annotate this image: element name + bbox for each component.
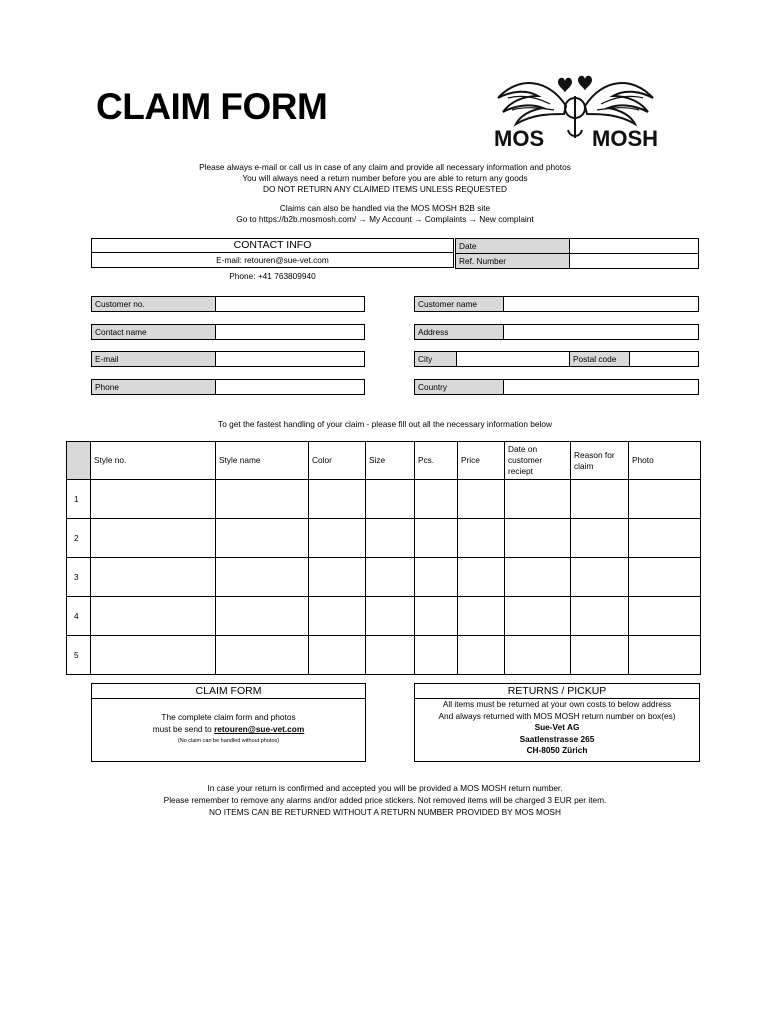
table-cell[interactable] bbox=[309, 558, 366, 597]
table-row bbox=[67, 480, 701, 519]
table-cell[interactable] bbox=[415, 597, 458, 636]
claim-email-link[interactable]: retouren@sue-vet.com bbox=[214, 724, 305, 734]
date-label: Date bbox=[455, 238, 570, 254]
table-cell[interactable] bbox=[505, 519, 571, 558]
city-field[interactable] bbox=[456, 351, 570, 367]
claim-box-line-2 bbox=[92, 723, 365, 735]
country-field[interactable] bbox=[503, 379, 699, 395]
table-cell[interactable] bbox=[571, 597, 629, 636]
footer-line-1: In case your return is confirmed and accepted you will be provided a MOS MOSH return number. bbox=[207, 783, 563, 793]
table-header-style-name: Style name bbox=[216, 442, 309, 480]
table-header-reason: Reason for claim bbox=[571, 442, 629, 480]
ref-number-label: Ref. Number bbox=[455, 253, 570, 269]
intro-b2b-block bbox=[100, 203, 670, 225]
table-cell[interactable] bbox=[366, 597, 415, 636]
returns-box-heading: RETURNS / PICKUP bbox=[414, 683, 700, 699]
table-cell[interactable] bbox=[91, 597, 216, 636]
returns-line-4: Saatlenstrasse 265 bbox=[519, 733, 595, 744]
footer-line-3: NO ITEMS CAN BE RETURNED WITHOUT A RETURN NUMBER PROVIDED BY MOS MOSH bbox=[209, 807, 561, 817]
contact-phone: Phone: +41 763809940 bbox=[229, 271, 316, 281]
table-cell[interactable] bbox=[216, 597, 309, 636]
table-cell[interactable] bbox=[505, 636, 571, 675]
table-cell[interactable] bbox=[216, 558, 309, 597]
logo-text-left: MOS bbox=[494, 126, 545, 151]
table-cell[interactable] bbox=[629, 636, 701, 675]
country-label: Country bbox=[414, 379, 504, 395]
table-cell[interactable] bbox=[415, 636, 458, 675]
phone-field[interactable] bbox=[215, 379, 365, 395]
date-field[interactable] bbox=[569, 238, 699, 254]
customer-name-field[interactable] bbox=[503, 296, 699, 312]
table-cell[interactable] bbox=[505, 558, 571, 597]
table-cell[interactable] bbox=[458, 636, 505, 675]
table-cell[interactable] bbox=[309, 597, 366, 636]
email-label: E-mail bbox=[91, 351, 216, 367]
table-row bbox=[67, 519, 701, 558]
table-cell[interactable] bbox=[629, 597, 701, 636]
customer-name-label: Customer name bbox=[414, 296, 504, 312]
contact-name-field[interactable] bbox=[215, 324, 365, 340]
table-cell[interactable] bbox=[91, 480, 216, 519]
table-cell[interactable] bbox=[366, 480, 415, 519]
table-cell[interactable] bbox=[458, 597, 505, 636]
table-cell[interactable] bbox=[309, 480, 366, 519]
table-row bbox=[67, 558, 701, 597]
email-field[interactable] bbox=[215, 351, 365, 367]
table-cell[interactable] bbox=[458, 558, 505, 597]
claim-box-heading: CLAIM FORM bbox=[91, 683, 366, 699]
returns-line-1: All items must be returned at your own costs to below address bbox=[442, 699, 672, 709]
intro-line-5: Go to https://b2b.mosmosh.com/ → My Account → Complaints → New complaint bbox=[236, 214, 534, 224]
table-cell[interactable] bbox=[415, 480, 458, 519]
intro-line-3: DO NOT RETURN ANY CLAIMED ITEMS UNLESS REQUESTED bbox=[262, 184, 508, 194]
fill-instructions: To get the fastest handling of your claim - please fill out all the necessary information below bbox=[218, 419, 552, 429]
page-title: CLAIM FORM bbox=[96, 86, 328, 127]
table-row bbox=[67, 597, 701, 636]
table-cell[interactable] bbox=[366, 636, 415, 675]
customer-no-field[interactable] bbox=[215, 296, 365, 312]
table-cell[interactable] bbox=[571, 636, 629, 675]
table-header-size: Size bbox=[366, 442, 415, 480]
postal-code-label: Postal code bbox=[569, 351, 630, 367]
table-header-color: Color bbox=[309, 442, 366, 480]
table-cell[interactable] bbox=[571, 519, 629, 558]
contact-name-label: Contact name bbox=[91, 324, 216, 340]
table-cell[interactable] bbox=[505, 480, 571, 519]
returns-line-2: And always returned with MOS MOSH return number on box(es) bbox=[438, 710, 676, 721]
claim-box bbox=[91, 698, 366, 762]
returns-line-3: Sue-Vet AG bbox=[534, 722, 580, 732]
logo-graphic bbox=[488, 68, 663, 153]
table-header-pcs: Pcs. bbox=[415, 442, 458, 480]
table-cell[interactable] bbox=[458, 519, 505, 558]
table-header-price: Price bbox=[458, 442, 505, 480]
ref-number-field[interactable] bbox=[569, 253, 699, 269]
table-cell[interactable] bbox=[505, 597, 571, 636]
returns-line-5: CH-8050 Zürich bbox=[526, 745, 588, 755]
table-cell[interactable] bbox=[458, 480, 505, 519]
postal-code-field[interactable] bbox=[629, 351, 699, 367]
returns-box bbox=[414, 698, 700, 762]
table-cell[interactable] bbox=[571, 480, 629, 519]
table-header-date: Date on customer reciept bbox=[505, 442, 571, 480]
footer-line-2: Please remember to remove any alarms and/or added price stickers. Not removed items will be charged 3 EUR per item. bbox=[163, 795, 607, 805]
city-label: City bbox=[414, 351, 457, 367]
claim-box-line-2-prefix: must be send to bbox=[152, 724, 215, 734]
table-cell[interactable] bbox=[309, 519, 366, 558]
row-number: 1 bbox=[67, 480, 91, 519]
table-header-style-no: Style no. bbox=[91, 442, 216, 480]
intro-line-1: Please always e-mail or call us in case of any claim and provide all necessary information and photos bbox=[199, 162, 571, 172]
mos-mosh-logo bbox=[488, 68, 663, 153]
contact-email: E-mail: retouren@sue-vet.com bbox=[91, 253, 454, 268]
logo-text-right: MOSH bbox=[592, 126, 658, 151]
intro-line-4: Claims can also be handled via the MOS MOSH B2B site bbox=[279, 203, 491, 213]
table-cell[interactable] bbox=[216, 636, 309, 675]
table-cell[interactable] bbox=[415, 519, 458, 558]
claim-box-line-1: The complete claim form and photos bbox=[161, 712, 296, 722]
row-number: 2 bbox=[67, 519, 91, 558]
table-cell[interactable] bbox=[366, 519, 415, 558]
phone-label: Phone bbox=[91, 379, 216, 395]
contact-info-heading: CONTACT INFO bbox=[91, 238, 454, 253]
footer-notes bbox=[60, 782, 710, 818]
customer-no-label: Customer no. bbox=[91, 296, 216, 312]
table-header-row bbox=[67, 442, 701, 480]
table-cell[interactable] bbox=[216, 480, 309, 519]
claims-table bbox=[66, 441, 701, 675]
row-number: 4 bbox=[67, 597, 91, 636]
table-cell[interactable] bbox=[366, 558, 415, 597]
intro-block bbox=[100, 162, 670, 195]
address-field[interactable] bbox=[503, 324, 699, 340]
table-header-index bbox=[67, 442, 91, 480]
table-cell[interactable] bbox=[629, 558, 701, 597]
table-cell[interactable] bbox=[216, 519, 309, 558]
claim-box-note: (No claim can be handled without photos) bbox=[177, 738, 280, 744]
table-cell[interactable] bbox=[309, 636, 366, 675]
table-cell[interactable] bbox=[91, 636, 216, 675]
table-cell[interactable] bbox=[91, 519, 216, 558]
row-number: 3 bbox=[67, 558, 91, 597]
table-header-photo: Photo bbox=[629, 442, 701, 480]
table-cell[interactable] bbox=[415, 558, 458, 597]
table-cell[interactable] bbox=[571, 558, 629, 597]
table-cell[interactable] bbox=[629, 480, 701, 519]
table-row bbox=[67, 636, 701, 675]
table-cell[interactable] bbox=[629, 519, 701, 558]
address-label: Address bbox=[414, 324, 504, 340]
row-number: 5 bbox=[67, 636, 91, 675]
intro-line-2: You will always need a return number before you are able to return any goods bbox=[242, 173, 528, 183]
table-cell[interactable] bbox=[91, 558, 216, 597]
